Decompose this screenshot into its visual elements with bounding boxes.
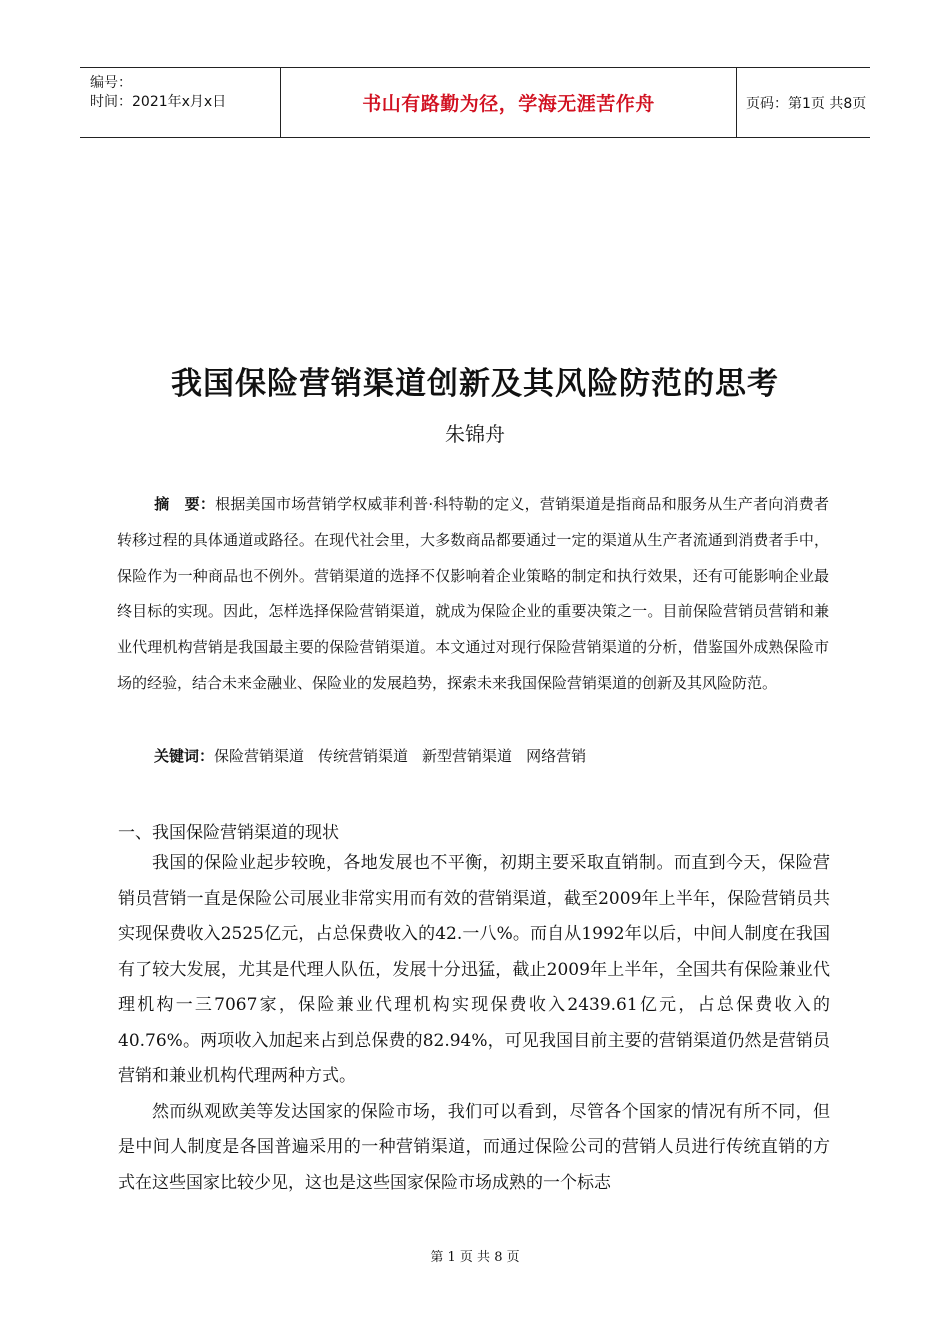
header-motto-cell	[280, 68, 737, 137]
section-heading: 一、我国保险营销渠道的现状	[118, 823, 339, 843]
abstract	[117, 487, 829, 702]
page-footer: 第 1 页 共 8 页	[430, 1250, 520, 1265]
header-motto: 书山有路勤为径，学海无涯苦作舟	[362, 93, 655, 115]
header-left-cell	[80, 68, 280, 137]
keyword-item: 保险营销渠道	[214, 747, 305, 765]
keyword-item: 传统营销渠道	[318, 747, 409, 765]
header-table	[80, 67, 870, 138]
keywords	[154, 745, 600, 766]
abstract-label: 摘 要：	[154, 495, 216, 513]
keyword-item: 新型营销渠道	[422, 747, 513, 765]
body-text	[118, 846, 830, 1201]
abstract-text: 根据美国市场营销学权威菲利普·科特勒的定义，营销渠道是指商品和服务从生产者向消费者转移过程的具体通道或路径。在现代社会里，大多数商品都要通过一定的渠道从生产者流通到消费者手中，保险作为一种商品也不例外。营销渠道的选择不仅影响着企业策略的制定和执行效果，还有可能影响企业最终目标的实现。因此，怎样选择保险营销渠道，就成为保险企业的重要决策之一。目前保险营销员营销和兼业代理机构营销是我国最主要的保险营销渠道。本文通过对现行保险营销渠道的分析，借鉴国外成熟保险市场的经验，结合未来金融业、保险业的发展趋势，探索未来我国保险营销渠道的创新及其风险防范。	[117, 495, 829, 692]
document-number-label: 编号：	[90, 75, 132, 91]
keywords-label: 关键词：	[154, 747, 215, 765]
paragraph: 然而纵观欧美等发达国家的保险市场，我们可以看到，尽管各个国家的情况有所不同，但是中间人制度是各国普遍采用的一种营销渠道，而通过保险公司的营销人员进行传统直销的方式在这些国家比较少见，这也是这些国家保险市场成熟的一个标志	[118, 1101, 830, 1193]
header-page-cell	[736, 68, 870, 137]
paragraph: 我国的保险业起步较晚，各地发展也不平衡，初期主要采取直销制。而直到今天，保险营销员营销一直是保险公司展业非常实用而有效的营销渠道，截至2009年上半年，保险营销员共实现保费收入2525亿元，占总保费收入的42.一八%。而自从1992年以后，中间人制度在我国有了较大发展，尤其是代理人队伍，发展十分迅猛，截止2009年上半年，全国共有保险兼业代理机构一三7067家，保险兼业代理机构实现保费收入2439.61亿元，占总保费收入的40.76%。两项收入加起来占到总保费的82.94%，可见我国目前主要的营销渠道仍然是营销员营销和兼业机构代理两种方式。	[118, 853, 830, 1086]
document-title: 我国保险营销渠道创新及其风险防范的思考	[171, 366, 779, 402]
document-author: 朱锦舟	[445, 422, 505, 446]
keyword-item: 网络营销	[526, 747, 587, 765]
document-time-label: 时间：2021年x月x日	[90, 94, 227, 110]
header-page-info: 页码：第1页 共8页	[746, 95, 867, 112]
